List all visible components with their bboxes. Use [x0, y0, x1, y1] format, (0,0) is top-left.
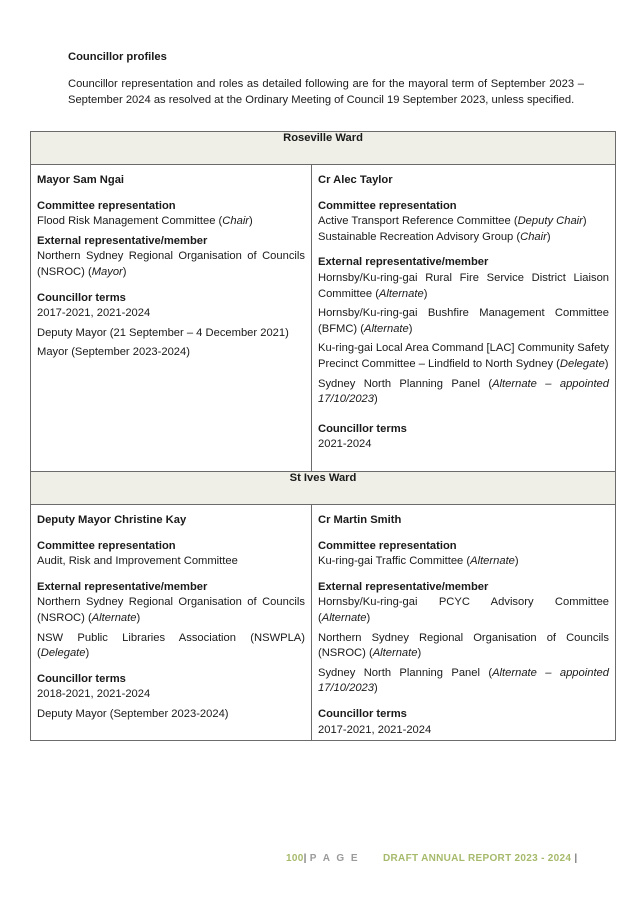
- committee-heading: Committee representation: [318, 539, 457, 552]
- councillor-name: Cr Alec Taylor: [318, 174, 393, 186]
- representation-text: Sustainable Recreation Advisory Group (: [318, 230, 521, 243]
- representation-text: Audit, Risk and Improvement Committee: [37, 555, 238, 568]
- representation-end: ): [85, 647, 90, 660]
- intro-paragraph: Councillor representation and roles as detailed following are for the mayoral term of September 2023 – September 2024 as resolved at the Ordinary Meeting of Council 19 September 2023, unless specified.: [68, 78, 584, 106]
- page-footer: [286, 853, 360, 864]
- councillor-cell: [31, 165, 312, 472]
- term-line: 2017-2021, 2021-2024: [37, 307, 151, 320]
- term-line: Mayor (September 2023-2024): [37, 346, 190, 359]
- ward-title: St Ives Ward: [31, 472, 616, 505]
- terms-heading: Councillor terms: [37, 291, 126, 304]
- representation-item: [37, 595, 305, 626]
- representation-text: Northern Sydney Regional Organisation of Councils (NSROC) (: [37, 250, 305, 278]
- ward-header-row: [31, 472, 616, 505]
- representation-text: Ku-ring-gai Local Area Command [LAC] Community Safety Precinct Committee – Lindfield to North Sydney (: [318, 342, 610, 370]
- term-line: 2018-2021, 2021-2024: [37, 688, 151, 701]
- representation-role: Alternate: [91, 611, 137, 624]
- representation-end: ): [249, 215, 253, 228]
- representation-item: [318, 341, 609, 372]
- representation-end: ): [423, 287, 428, 300]
- representation-end: ): [136, 611, 141, 624]
- representation-end: ): [122, 265, 127, 278]
- representation-end: ): [514, 555, 519, 568]
- representation-text: Northern Sydney Regional Organisation of Councils (NSROC) (: [37, 596, 305, 624]
- representation-role: Delegate: [559, 357, 605, 370]
- representation-end: ): [408, 322, 413, 335]
- representation-end: ): [366, 611, 371, 624]
- footer-end-separator: |: [574, 853, 578, 864]
- section-heading: Councillor profiles: [68, 51, 167, 63]
- representation-role: Alternate: [470, 555, 515, 568]
- representation-end: ): [374, 393, 378, 406]
- external-heading: External representative/member: [37, 234, 208, 247]
- councillor-cell: [31, 505, 312, 741]
- representation-role: Chair: [520, 230, 547, 243]
- terms-heading: Councillor terms: [318, 707, 407, 720]
- footer-separator: |: [303, 853, 307, 864]
- councillor-name: Deputy Mayor Christine Kay: [37, 514, 187, 526]
- representation-text: Ku-ring-gai Traffic Committee (: [318, 555, 471, 568]
- representation-item: [318, 595, 609, 626]
- representation-role: Alternate: [321, 611, 367, 624]
- councillor-name: Cr Martin Smith: [318, 514, 402, 526]
- representation-text: Flood Risk Management Committee (: [37, 215, 223, 228]
- representation-role: Alternate – appointed 17/10/2023: [318, 666, 610, 695]
- representation-item: [37, 249, 305, 280]
- councillor-profiles-table: [30, 131, 616, 741]
- term-line: 2021-2024: [318, 438, 372, 451]
- ward-title: Roseville Ward: [31, 132, 616, 165]
- terms-heading: Councillor terms: [318, 422, 407, 435]
- representation-item: [318, 377, 609, 408]
- term-line: Deputy Mayor (September 2023-2024): [37, 707, 229, 720]
- representation-role: Alternate: [363, 322, 409, 335]
- representation-text: Active Transport Reference Committee (: [318, 215, 518, 228]
- representation-item: [37, 214, 305, 230]
- external-heading: External representative/member: [37, 580, 208, 593]
- representation-end: ): [417, 647, 422, 660]
- representation-end: ): [546, 230, 551, 243]
- representation-item: [318, 666, 609, 697]
- term-line: 2017-2021, 2021-2024: [318, 723, 432, 736]
- report-title-footer: [383, 853, 577, 864]
- representation-text: Sydney North Planning Panel (: [318, 377, 493, 390]
- councillor-cell: [312, 165, 616, 472]
- representation-role: Alternate: [378, 287, 424, 300]
- representation-item: [318, 631, 609, 662]
- representation-text: Northern Sydney Regional Organisation of Councils (NSROC) (: [318, 631, 610, 660]
- representation-text: Hornsby/Ku-ring-gai Rural Fire Service District Liaison Committee (: [318, 271, 610, 300]
- representation-end: ): [374, 682, 378, 695]
- councillor-row: [31, 505, 616, 741]
- report-title: DRAFT ANNUAL REPORT 2023 - 2024: [383, 853, 572, 864]
- ward-header-row: [31, 132, 616, 165]
- representation-item: [318, 306, 609, 337]
- committee-heading: Committee representation: [37, 539, 176, 552]
- representation-role: Alternate – appointed 17/10/2023: [318, 377, 610, 406]
- representation-text: Sydney North Planning Panel (: [318, 666, 493, 679]
- representation-role: Delegate: [40, 647, 86, 660]
- representation-text: Hornsby/Ku-ring-gai PCYC Advisory Committee (: [318, 596, 610, 624]
- page-number: 100: [286, 853, 304, 864]
- representation-item: [318, 214, 609, 230]
- external-heading: External representative/member: [318, 580, 489, 593]
- representation-item: [318, 554, 609, 570]
- representation-end: ): [604, 357, 609, 370]
- representation-role: Alternate: [372, 647, 418, 660]
- representation-role: Deputy Chair: [517, 215, 583, 228]
- representation-text: NSW Public Libraries Association (NSWPLA) (: [37, 631, 305, 660]
- term-line: Deputy Mayor (21 September – 4 December 2021): [37, 326, 289, 339]
- terms-heading: Councillor terms: [37, 672, 126, 685]
- representation-item: [37, 631, 305, 662]
- representation-item: [37, 554, 305, 570]
- representation-item: [318, 271, 609, 302]
- representation-end: ): [582, 215, 587, 228]
- representation-role: Mayor: [91, 265, 123, 278]
- external-heading: External representative/member: [318, 256, 489, 269]
- representation-item: [318, 230, 609, 246]
- representation-role: Chair: [222, 215, 250, 228]
- councillor-cell: [312, 505, 616, 741]
- councillor-name: Mayor Sam Ngai: [37, 174, 125, 186]
- committee-heading: Committee representation: [318, 199, 457, 212]
- representation-text: Hornsby/Ku-ring-gai Bushfire Management Committee (BFMC) (: [318, 307, 610, 335]
- committee-heading: Committee representation: [37, 199, 176, 212]
- page-label: P A G E: [309, 853, 360, 864]
- councillor-row: [31, 165, 616, 472]
